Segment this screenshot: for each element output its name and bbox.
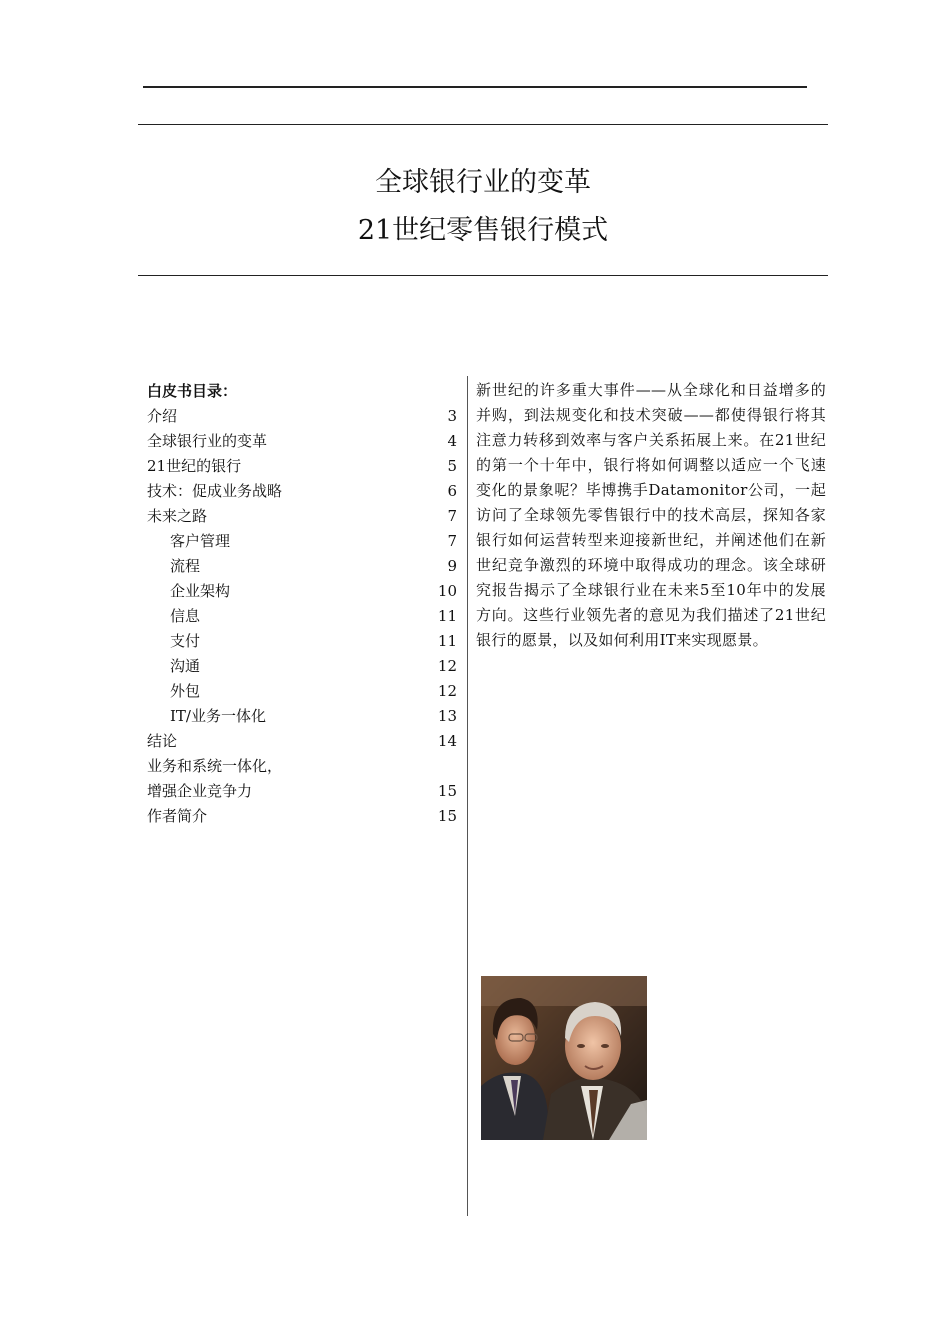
toc-item-communication[interactable]: [147, 655, 457, 680]
top-rule: [143, 86, 807, 88]
toc-item-label: 信息: [170, 607, 201, 625]
toc-item-label: IT/业务一体化: [170, 707, 266, 725]
toc-item-label: 沟通: [170, 657, 201, 675]
toc-item-page: 3: [447, 407, 457, 425]
toc-item-label: 技术：促成业务战略: [147, 482, 283, 500]
title-rule-lower: [138, 275, 828, 276]
toc-item-page: 13: [437, 707, 457, 725]
toc-item-conclusion[interactable]: [147, 730, 457, 755]
toc-heading: 白皮书目录：: [147, 382, 238, 400]
toc-item-page: 4: [447, 432, 457, 450]
toc-item-label: 增强企业竞争力: [147, 782, 253, 800]
toc-item-label: 外包: [170, 682, 201, 700]
toc-item-payments[interactable]: [147, 630, 457, 655]
toc-item-page: 12: [437, 657, 457, 675]
toc-item-page: 14: [437, 732, 457, 750]
toc-item-road-ahead[interactable]: [147, 505, 457, 530]
page-title: 全球银行业的变革: [375, 167, 591, 198]
title-rule-upper: [138, 124, 828, 125]
toc-item-business-systems[interactable]: [147, 755, 457, 780]
toc-item-page: [417, 755, 457, 780]
toc-item-page: 11: [437, 632, 457, 650]
toc-item-page: 5: [447, 457, 457, 475]
toc-item-technology[interactable]: [147, 480, 457, 505]
toc-item-information[interactable]: [147, 605, 457, 630]
toc-item-label: 未来之路: [147, 507, 208, 525]
toc-item-page: 6: [447, 482, 457, 500]
toc-item-it-business-integration[interactable]: [147, 705, 457, 730]
column-divider: [467, 376, 468, 1216]
toc-item-page: 7: [447, 532, 457, 550]
toc-item-page: 11: [437, 607, 457, 625]
toc-item-page: 15: [437, 782, 457, 800]
toc-item-intro[interactable]: [147, 405, 457, 430]
toc-item-label: 全球银行业的变革: [147, 432, 268, 450]
toc-item-page: 9: [447, 557, 457, 575]
toc-item-page: 10: [437, 582, 457, 600]
toc-item-label: 业务和系统一体化，: [147, 757, 283, 775]
toc-item-customer-management[interactable]: [147, 530, 457, 555]
toc-item-authors[interactable]: [147, 805, 457, 830]
table-of-contents: [147, 380, 457, 830]
intro-paragraph: 新世纪的许多重大事件——从全球化和日益增多的并购，到法规变化和技术突破——都使得银行将其注意力转移到效率与客户关系拓展上来。在21世纪的第一个十年中，银行将如何调整以适应一个飞速变化的景象呢？毕博携手Datamonitor公司，一起访问了全球领先零售银行中的技术高层，探知各家银行如何运营转型来迎接新世纪，并阐述他们在新世纪竞争激烈的环境中取得成功的理念。该全球研究报告揭示了全球银行业在未来5至10年中的发展方向。这些行业领先者的意见为我们描述了21世纪银行的愿景，以及如何利用IT来实现愿景。: [476, 381, 826, 649]
toc-item-page: 7: [447, 507, 457, 525]
toc-item-21st-century-bank[interactable]: [147, 455, 457, 480]
toc-item-competitiveness[interactable]: [147, 780, 457, 805]
toc-item-process[interactable]: [147, 555, 457, 580]
toc-item-label: 作者简介: [147, 807, 208, 825]
toc-item-label: 流程: [170, 557, 201, 575]
business-people-photo: [481, 976, 647, 1140]
page-subtitle: 21世纪零售银行模式: [357, 215, 609, 246]
toc-item-page: 15: [437, 807, 457, 825]
toc-item-label: 客户管理: [170, 532, 231, 550]
photo-illustration: [481, 976, 647, 1140]
toc-item-label: 结论: [147, 732, 178, 750]
toc-item-label: 企业架构: [170, 582, 231, 600]
toc-item-banking-transformation[interactable]: [147, 430, 457, 455]
toc-item-outsourcing[interactable]: [147, 680, 457, 705]
toc-item-enterprise-architecture[interactable]: [147, 580, 457, 605]
toc-item-label: 介绍: [147, 407, 178, 425]
toc-item-page: 12: [437, 682, 457, 700]
toc-item-label: 支付: [170, 632, 201, 650]
toc-item-label: 21世纪的银行: [147, 457, 242, 475]
